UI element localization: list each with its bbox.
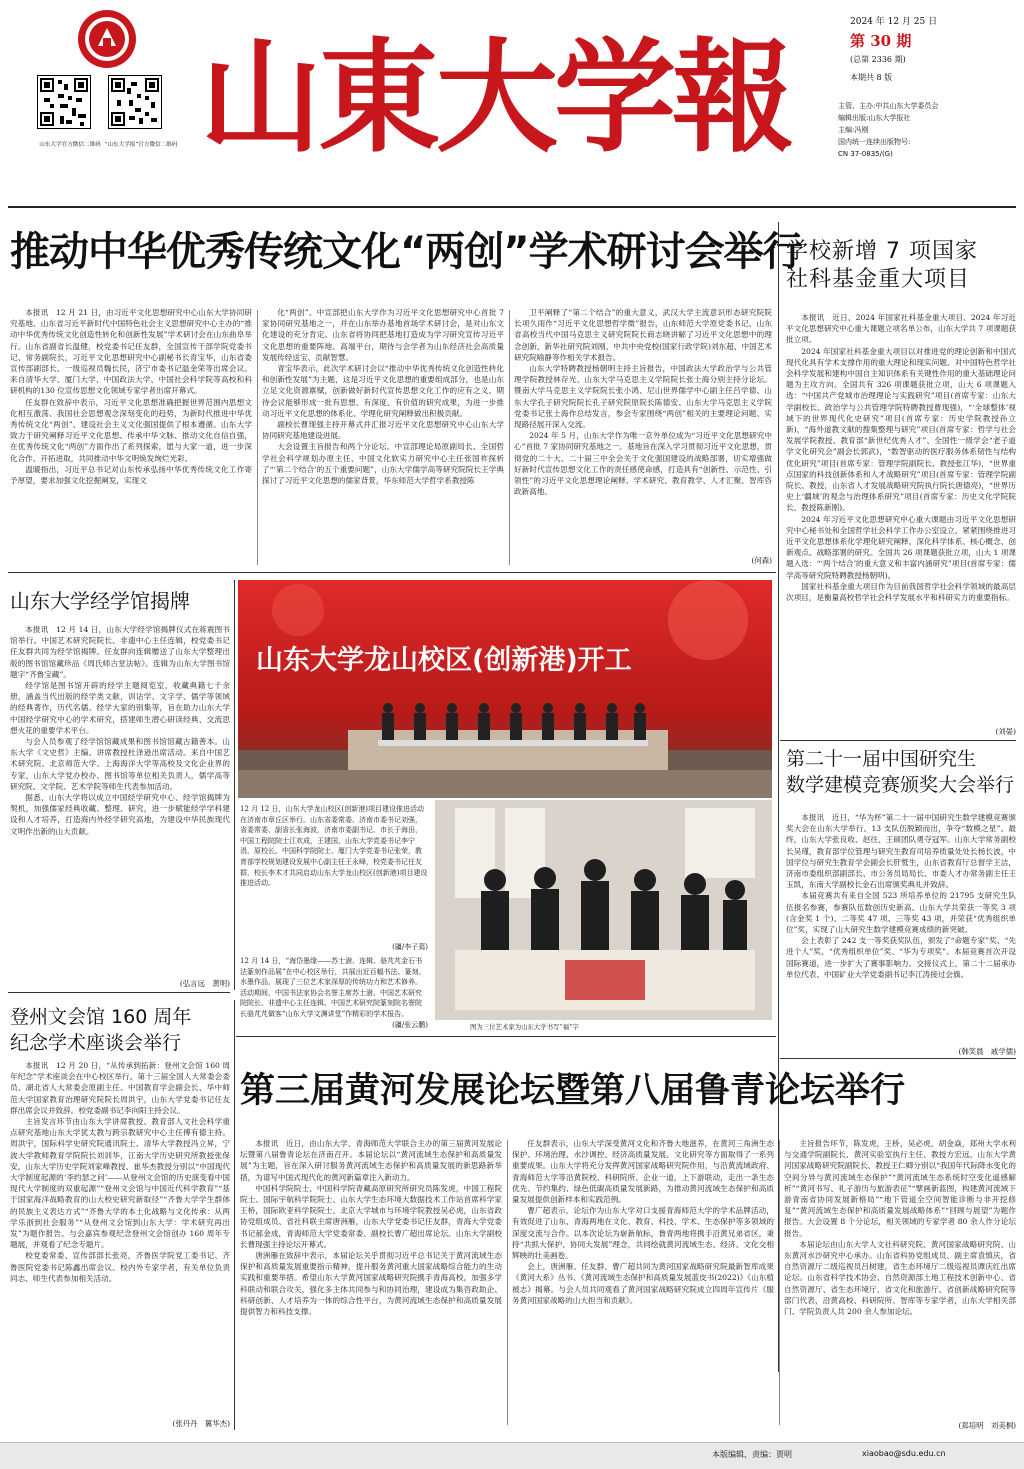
lead-headline: 推动中华优秀传统文化“两创”学术研讨会举行: [10, 229, 802, 275]
masthead-divider: [8, 206, 1016, 208]
qr-code-icon: [37, 75, 91, 129]
photo-calligraphy: [435, 800, 772, 1020]
left-mid-body: 本报讯 12 月 14 日，山东大学经学馆揭牌仪式在蒋震图书馆举行。中国艺术研究院院长、非遗中心主任连辑，校党委书记任友群共同为经学馆揭牌。任友群向连辑赠送了山东大学整理出版的图书馆馆藏珍品《周氏师古堂法帖》。连辑为山东大学图书馆题字“齐鲁宝藏”。 经学馆是图书馆开辟的经学主题阅览室，收藏典籍七千余册，涵盖当代出版的经学类文献，训诂学、文字学、儒学等领域的经典著作，历代名儒、经学大家的别集等，旨在助力山东大学中国经学研究中心的学术研究，搭建师生潜心研读经典、交流思想火花的重要学术平台。 与会人员参观了经学馆馆藏成果和图书馆馆藏古籍善本。山东大学《文史哲》主编、讲席教授杜泽逊出席活动。来自中国艺术研究院、北京师范大学、上海海洋大学等高校及文化企业界的专家，山东大学党办校办、图书馆等单位相关负责人，儒学高等研究院、文学院、艺术学院等师生代表参加活动。 据悉，山东大学将以成立中国经学研究中心、经学馆揭牌为契机，加强儒家经典收藏、整理、研究，进一步赋能经学学科建设和人才培养，打造海内外经学研究高地，为建设中华民族现代文明作出新的山大贡献。: [10, 625, 230, 836]
qr2-caption: “山东大学报”官方微信二维码: [104, 142, 178, 148]
photo-caption-3: 图为三位艺术家为山东大学书写“福”字: [470, 1023, 579, 1031]
photo-caption-1: 12 月 12 日，山东大学龙山校区(创新港)项目建设推进活动在济南市章丘区举行。山东省委常委、济南市委书记刘强，省委常委、副省长张海波，济南市委副书记、市长于海田，中国工程院院士江欢成，王建国，山东大学党委书记李宁涓，原校长、中国科学院院士、厦门大学党委书记张荣，教育部学校规划建设发展中心副主任王永峰，校党委书记任友群，校长李术才共同启动山东大学龙山校区(创新港)项目建设推进活动。: [240, 805, 428, 888]
photo-caption-2-author: (疆/张云鹏): [392, 1021, 428, 1029]
issue-date: 2024 年 12 月 25 日: [850, 17, 938, 27]
bottom-author: (郑培明 刘美桐): [958, 1421, 1016, 1430]
lead-col-1: 本报讯 12 月 21 日，由习近平文化思想研究中心山东大学协同研究基地、山东省习近平新时代中国特色社会主义思想研究中心主办的“推动中华优秀传统文化创造性转化和创新性发展”学术研讨会在山东曲阜举行。山东省副省长温健，校党委书记任友群，全国宣传干部学院党委书记、常务副院长，习近平文化思想研究中心副秘书长青宝华，山东省委宣传部副部长、一级巡视员魏长民，济宁市委书记温金荣等出席会议。来自清华大学、厦门大学、中国政法大学、中国社会科学院等高校和科研机构的130 位宣传思想文化领域专家学者出席开幕式。 任友群在致辞中表示，习近平文化思想准确把握世界范围内思想文化相互激荡、我国社会思想观念深刻变化的趋势，为新时代推进中华优秀传统文化“两创”、建设社会主义文化强国提供了根本遵循。山东大学致力于研究阐释习近平文化思想、传承中华文脉、推动文化自信自强，在优秀传统文化“两创”方面作出了系列探索，愿与大家一道，进一步深化合作、开拓进取，共同推动中华文明焕发绚烂光彩。 温暖指出，习近平总书记对山东传承弘扬中华优秀传统文化工作寄予厚望，要求加强文化挖掘阐发，实现文: [10, 308, 252, 486]
bottom-headline: 第三届黄河发展论坛暨第八届鲁青论坛举行: [240, 1071, 906, 1111]
left-mid-divider: [8, 992, 230, 993]
total-issue: (总第 2336 期): [850, 55, 906, 64]
left-column-divider: [234, 1000, 235, 1430]
masthead-title: 山東大学報: [200, 25, 790, 169]
column-divider: [779, 1140, 780, 1425]
right-mid-body: 本报讯 近日，“华为杯”第二十一届中国研究生数学建模竞赛颁奖大会在山东大学举行。13 支队伍脱颖而出，争夺“数模之星”。最终，山东大学张良收、赵往、王硕团队勇夺冠军。山东大学常务副校长吴瑾，教育部学位管理与研究生教育司培养质量处处长杨长波，中国学位与研究生教育学会副会长肝鹫生，山东省教育厅总督学王洁，济南市委组织部副部长、市公务员局局长、市委人才办常务副主任王玉凯，东南大学副校长金石出席颁奖典礼并致辞。 本届竞赛共有来自全国 523 所培养单位的 21795 支研究生队伍报名参赛，参赛队伍数创历史新高。山东大学共荣获一等奖 3 项(含金奖 1 个)、二等奖 47 项、三等奖 43 项，并荣获“优秀组织单位”奖，实现了山大研究生数学建模竞赛成绩的新突破。 会上表彰了 242 支一等奖获奖队伍，颁发了“命题专家”奖、“先进个人”奖、“优秀组织单位”奖、“华为专项奖”。本届竞赛首次开设国际赛道，进一步扩大了赛事影响力。交接仪式上，第二十二届承办单位代表、中国矿业大学党委副书记李江涛接过会旗。: [786, 813, 1016, 979]
left-bottom-author: (张丹丹 翼华杰): [172, 1419, 230, 1428]
publication-info: 主管、主办:中共山东大学委员会 编辑出版:山东大学报社 主编:冯刚 国内统一连续出版物号: CN 37-0835/(G): [838, 102, 939, 158]
right-top-headline: 学校新增 7 项国家 社科基金重大项目: [786, 239, 978, 292]
left-column-divider: [234, 580, 235, 990]
photo-caption-2: 12 月 14 日，“海岱墨缘——苏士澍、连辑、骆芃芃金石书法篆刻作品展”在中心校区举行，共展出近百幅书法、篆刻、水墨作品，展现了三位艺术家深厚的传统功力和艺术修养。活动期间，中国书法家协会名誉主席苏士澍、中国艺术研究院院长、非遗中心主任连辑、中国艺术研究院篆刻院名誉院长骆芃芃做客“山东大学文渊讲堂”作精彩的学术报告。: [240, 957, 426, 1018]
photo-bottom-divider: [236, 1036, 776, 1037]
right-mid-author: (韩笑晨 戚学儒): [958, 1047, 1016, 1056]
photo-people: [368, 698, 658, 758]
bottom-col-1: 本报讯 近日，由山东大学、青海师范大学联合主办的第三届黄河发展论坛暨第八届鲁青论坛在济南召开。本届论坛以“黄河流域生态保护和高质量发展”为主题，旨在深入研讨服务黄河流域生态保护和高质量发展的新思路新举措，为谱写中国式现代化的黄河新篇章注入新动力。 中国科学院院士、中国科学院青藏高原研究所研究员陈发虎，中国工程院院士、国际宇航科学院院士、山东大学生态环境大数据技术工作站首席科学家王桥，国际欧亚科学院院士、北京大学城市与环境学院教授吴必虎，山东省政协党组成员、省社科联主席唐洲雁，山东大学党委书记任友群，青海大学党委书记郝金成，青海师范大学党委常委、副校长曹广超出席论坛。山东大学副校长曹现强主持论坛开幕式。 唐洲雁在致辞中表示，本届论坛关乎贯彻习近平总书记关于黄河流域生态保护和高质量发展重要指示精神，提升服务黄河重大国家战略综合能力的生动实践和重要举措。希望山东大学黄河国家战略研究院携手青海高校，加强多学科联动和联合攻关，强化多主体共同参与和协同治理，建设成为集咨政助企、科研创新、人才培养为一体的综合性平台，为黄河流域生态保护和高质量发展提供智力和科技支撑。: [240, 1139, 502, 1317]
qr-code-icon: [108, 75, 162, 129]
column-divider: [509, 310, 510, 565]
footer-bar: [0, 1442, 1024, 1469]
footer-editor: 本版编辑、责编：贾明: [712, 1450, 792, 1459]
left-bottom-body: 本报讯 12 月 20 日，“从传承到拓新：登州文会馆 160 周年纪念”学术座谈会在中心校区举行。第十三届全国人大常委会委员、湖北省人大常委会原副主任、中国教育学会副会长、华中师范大学国家教育治理研究院院长周洪宇，山东大学党委书记任友群出席会议并致辞。校党委副书记李向阳主持会议。 主旨发言环节由山东大学讲席教授、教育部人文社会科学重点研究基地山东大学犹太教与跨宗教研究中心主任傅有德主持。周洪宇，国际科学史研究院通讯院士、清华大学教授冯立昇，宁波大学教师教育学院院长刘训华，江南大学历史研究所教授张保安，山东大学历史学院刘家峰教授、崔华杰教授分别以“中国现代大学制度起源的‘李约瑟之问’——从登州文会馆的历史演变看中国现代大学制度的双重起源”“登州文会馆与中国近代科学教育”“基于国家海洋战略教育的山大校史研究新取径”“齐鲁大学学生群体的民族主义表达方式”“齐鲁大学的本土化战略与文化传承：从两学乐浙到社会服务”“从登州文会馆到山东大学：学术研究再出发”为题作报告。与会嘉宾参观纪念登州文会馆创办 160 周年专题展，并观看了纪念专题片。 校党委常委、宣传部部长张亮，齐鲁医学院党工委书记、齐鲁医院党委书记陈鑫出席会议。校内外专家学者，有关单位负责同志、师生代表参加相关活动。: [10, 1061, 230, 1283]
issue-number: 第 30 期: [850, 32, 912, 50]
column-divider: [507, 1140, 508, 1425]
masthead: [0, 0, 1024, 205]
column-divider: [257, 310, 258, 565]
right-top-divider: [780, 740, 1016, 741]
right-top-author: (刘晏): [995, 727, 1016, 736]
page-count: 本期共 8 版: [850, 73, 893, 82]
left-bottom-headline: 登州文会馆 160 周年 纪念学术座谈会举行: [10, 1006, 192, 1054]
photo-banner-text: 山东大学龙山校区(创新港)开工: [256, 645, 632, 676]
lead-bottom-divider: [8, 572, 776, 573]
photo-caption-1-author: (疆/李子蔫): [392, 943, 428, 951]
bottom-col-3: 主旨报告环节，陈发虎，王桥，吴必虎，胡金焱，郑州大学水利与交通学院副院长、黄河实验室执行主任、教授方宏远，山东大学黄河国家战略研究院副院长、教授王仁卿分别以“我国年代际降水变化的空间分异与黄河流域生态保护”“黄河流域生态系统时空变化遥感解析”“黄河书写、礼子游历与旅游表征”“擘画新蓝图，构建黄河流域下游青南省协同发展新格局”“地下管道全空间智能诊断与非开挖修复”“黄河流域生态保护和高质量发展战略体系”“回顾与展望”为题作报告。大会设置 8 个分论坛，相关领域的专家学者 80 余人作分论坛报告。 本届论坛由山东大学人文社科研究院、黄河国家战略研究院、山东黄河水沙研究中心承办。山东省科协党组成员、副主席袁慎庆，省自然资源厅二级巡视员吕树建，省生态环境厅二级巡视员谭庆红出席论坛。山东省科学技术协会、自然资源部土地工程技术创新中心、省自然资源厅、省生态环境厅、省文化和旅游厅、省创新战略研究院等部门代表，沿黄高校、科研院所、智库等专家学者，山东大学相关部门、学院负责人共 200 余人参加论坛。: [784, 1139, 1016, 1317]
right-mid-headline: 第二十一届中国研究生 数学建模竞赛颁奖大会举行: [786, 748, 1015, 796]
left-mid-author: (弘言远 黄明): [179, 979, 230, 988]
university-seal-icon: [76, 8, 138, 70]
qr1-caption: 山东大学官方微信二维码: [39, 142, 101, 148]
right-top-body: 本报讯 近日，2024 年国家社科基金重大项目、2024 年习近平文化思想研究中心重大课题立项名单公布，山东大学共 7 项课题获批立项。 2024 年国家社科基金重大项目以对推进党的理论创新和中国式现代化具有学术支撑作用的重大理论和现实问题、对中国特色哲学社会科学发展和建构中国自主知识体系有关键性作用的重大基础理论问题为主攻方向。全国共有 326 项课题获批立项，山大 6 项课题入选：“中国共产党城市治理理论与实践研究”项目(首席专家：山东大学副校长、政治学与公共管理学院特聘教授曹现强)，“‘全球整体’视域下的世界现代化史研究”项目(首席专家：历史学院教授孙立新)，“海外道教文献的搜集整理与研究”项目(首席专家：哲学与社会发展学院教授、教育部“新世纪优秀人才”、全国性一级学会“老子道学文化研究会”副会长郭武)，“数智驱动的医疗服务体系韧性与结构优化研究”项目(首席专家：管理学院副院长、教授张江华)，“世界重点国家的科技创新体系和人才战略研究”项目(首席专家：管理学院副院长、教授，山东省人才发展战略研究院执行院长唐德亮)，“世界历史上‘疆域’的观念与治理体系研究”项目(首席专家：历史文化学院院长、教授陈新刚)。 2024 年习近平文化思想研究中心重大课题由习近平文化思想研究中心秘书处和全国哲学社会科学工作办公室设立，紧紧围绕推进习近平文化思想体系化学理化研究阐释，深化科学体系、核心概念、创新观点、战略部署的研究。全国共 26 项课题获批立项，山大 1 项课题入选：“‘两个结合’的重大意义和丰富内涵研究”项目(首席专家：儒学高等研究院特聘教授杨朝明)。 国家社科基金重大项目作为目前我国哲学社会科学领域的最高层次项目，是衡量高校哲学社会科学发展水平和科研实力的重要指标。: [786, 313, 1016, 603]
lead-author: (何森): [751, 556, 772, 565]
bottom-col-2: 任友群表示，山东大学深受黄河文化和齐鲁大地滋养，在黄河三角洲生态保护、环境治理、水沙调控、经济高质量发展、文化研究等方面取得了一系列重要成果。山东大学将充分发挥黄河国家战略研究院作用，与沿黄流域政府、青海师范大学等沿黄院校、科研院所、企业一道，上下游联动，走出一条生态优先、节约集约、绿色低碳高质量发展新路，为推动黄河流域生态保护和高质量发展提供创新样本和实践范例。 曹广超表示，论坛作为山东大学对口支援青海师范大学的学术品牌活动，有效促进了山东、青海两地在文化、教育、科技、学术、生态保护等多领域的深度交流与合作。以本次论坛为崭新航标，鲁青两地将携手沿黄兄弟省区，秉持“共抓大保护、协同大发展”理念，共同绘就黄河流域生态、经济、文化交相辉映的壮美画卷。 会上，唐洲雁、任友群、曹广超共同为黄河国家战略研究院最新智库成果《黄河大系》丛书、《黄河流域生态保护和高质量发展蓝皮书(2022)》《山东植被志》揭幕。与会人员共同观看了黄河国家战略研究院成立四周年宣传片《服务黄河国家战略的山大担当和贡献》。: [512, 1139, 774, 1305]
left-mid-headline: 山东大学经学馆揭牌: [10, 589, 190, 613]
photo-groundbreaking: [238, 580, 772, 798]
lead-col-3: 卫平阐释了“第二个结合”的重大意义，武汉大学主流意识形态研究院院长项久雨作“习近平文化思想哲学微”报告，山东师范大学原党委书记、山东省高校当代中国马克思主义研究院院长商志晓讲解了习近平文化思想中的理念创新，新华社研究院刘刚、中共中央党校(国家行政学院)刘东超、中国艺术研究院喻静等作相关学术报告。 山东大学特聘教授杨朝明主持主旨报告，中国政法大学政治学与公共管理学院教授林存光、山东大学马克思主义学院院长张士海分别主持分论坛。暨南大学马克思主义学院院长张小鸿、尼山世界儒学中心副主任吕学德、山东大学孔子研究院院长孔子研究院原院长陈德安、山东大学马克思主义学院党委书记张士海作总结发言，参会专家围绕“两创”相关的主要理论问题、实现路径展开深入交流。 2024 年 5 月，山东大学作为唯一京外单位成为“习近平文化思想研究中心”首批 7 家协同研究基地之一。基地旨在深入学习贯彻习近平文化思想，贯彻党的二十大、二十届三中全会关于文化强国建设的战略部署，切实增强做好新时代宣传思想文化工作的责任感使命感，打造具有“创新性、示范性、引领性”的习近平文化思想理论阐释、学术研究、教育教学、人才汇聚、智库咨政新高地。: [514, 308, 772, 497]
right-mid-divider: [780, 1058, 1016, 1059]
lead-col-2: 化“两创”。中宣部把山东大学作为习近平文化思想研究中心首批 7 家协同研究基地之一，并在山东举办基地首场学术研讨会，是对山东文化建设的充分肯定。山东省将协同把基地打造成为学习研究宣传习近平文化思想的重要阵地、高端平台，期待与会学者为山东经济社会高质量发展传经送宝、贡献智慧。 青宝华表示，此次学术研讨会以“推动中华优秀传统文化创造性转化和创新性发展”为主题，这是习近平文化思想的重要组成部分，也是山东立足文化资源禀赋，创新做好新时代宣传思想文化工作的应有之义。期待会议能够形成一批有思想、有深度、有价值的研究成果，为进一步推动习近平文化思想的体系化、学理化研究阐释做出积极贡献。 副校长曹现强主持开幕式并汇报习近平文化思想研究中心山东大学协同研究基地建设进展。 大会设置主旨报告和两个分论坛。中宣部理论局原副局长、全国哲学社会科学规划办原主任、中国文化软实力研究中心主任张国祚探析了“‘第二个结合’的五个重要问题”，山东大学儒学高等研究院院长王学典探讨了习近平文化思想的儒家背景，华东师范大学哲学系教授陈: [262, 308, 504, 486]
footer-email[interactable]: xiaobao@sdu.edu.cn: [862, 1449, 946, 1458]
